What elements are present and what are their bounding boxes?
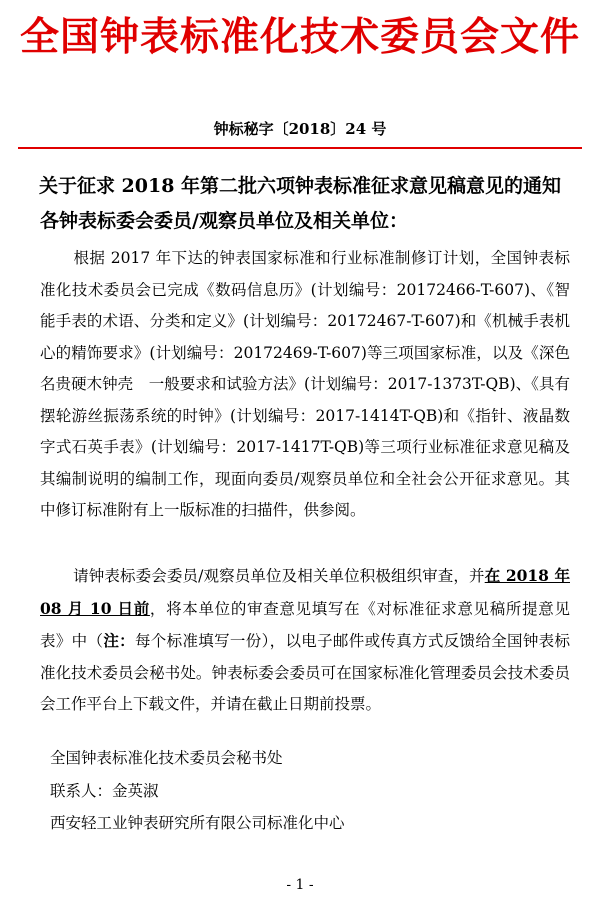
paragraph-2-text-start: 请钟表标委会委员/观察员单位及相关单位积极组织审查，并 <box>73 567 485 585</box>
salutation: 各钟表标委会委员/观察员单位及相关单位： <box>40 210 408 232</box>
document-number: 钟标秘字〔2018〕24 号 <box>213 120 387 138</box>
page-number: - 1 - <box>286 877 314 893</box>
paragraph-2-text-end: 每个标准填写一份），以电子邮件或传真方式反馈给全国钟表标准化技术委员会秘书处。钟表标委会委员可在国家标准化管理委员会技术委员会工作平台上下载文件，并请在截止日期前投票。 <box>40 632 570 713</box>
signature-contact: 联系人：金英淑 <box>50 782 159 800</box>
paragraph-2-text-middle: ，将本单位的审查意见填写在《对标准征求意见稿所提意见表》中（ <box>40 599 570 650</box>
deadline-date: 在 2018 年 08 月 10 日前 <box>40 566 570 618</box>
signature-institution: 西安轻工业钟表研究所有限公司标准化中心 <box>50 814 345 832</box>
paragraph-1-text: 根据 2017 年下达的钟表国家标准和行业标准制修订计划，全国钟表标准化技术委员会已完成《数码信息历》(计划编号：20172466-T-607)、《智能手表的术语、分类和定义》(计划编号：20172467-T-607)和《机械手表机心的精饰要求》(计划编号：20172469-T-607)等三项国家标准，以及《深色名贵硬木钟壳 一般要求和试验方法》(计划编号：2017-1373T-QB)、《具有摆轮游丝振荡系统的时钟》(计划编号：2017-1414T-QB)和《指针、液晶数字式石英手表》(计划编号：2017-1417T-QB)等三项行业标准征求意见稿及其编制说明的编制工作，现面向委员/观察员单位和全社会公开征求意见。其中修订标准附有上一版标准的扫描件，供参阅。 <box>40 249 570 519</box>
body-paragraph-1 <box>40 243 570 527</box>
masthead-title: 全国钟表标准化技术委员会文件 <box>19 14 580 60</box>
notice-title: 关于征求 2018 年第二批六项钟表标准征求意见稿意见的通知 <box>38 175 562 197</box>
signature-office: 全国钟表标准化技术委员会秘书处 <box>50 749 283 767</box>
note-label: 注： <box>103 631 135 650</box>
red-divider-rule <box>18 147 582 149</box>
body-paragraph-2 <box>40 560 570 721</box>
